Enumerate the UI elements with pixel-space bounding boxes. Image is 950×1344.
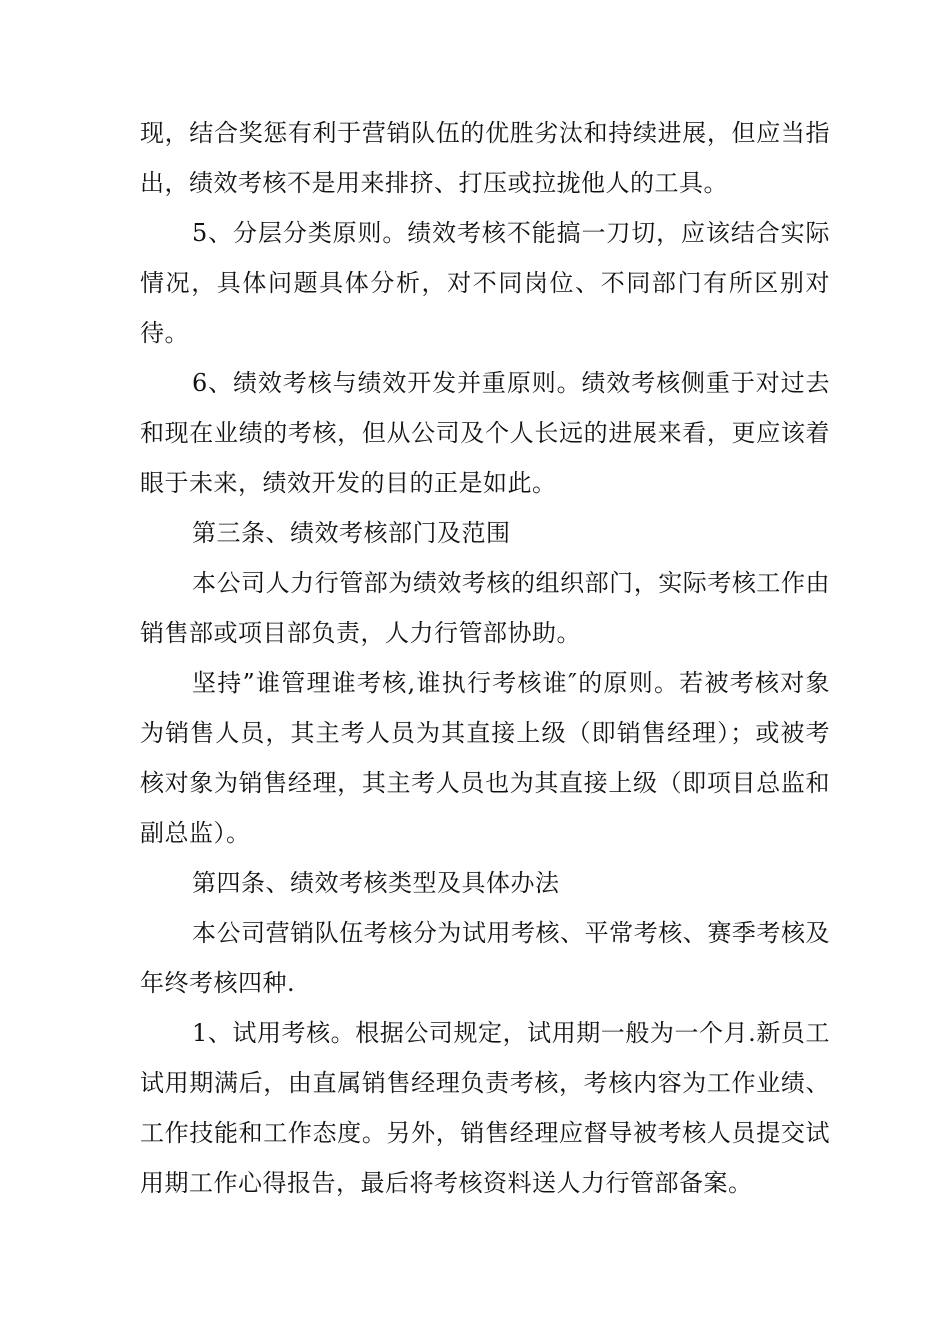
paragraph-continuation: 现，结合奖惩有利于营销队伍的优胜劣汰和持续进展，但应当指出，绩效考核不是用来排挤、打压或拉拢他人的工具。 — [140, 119, 830, 197]
paragraph-organizing-department: 本公司人力行管部为绩效考核的组织部门，实际考核工作由销售部或项目部负责，人力行管部协助。 — [140, 569, 830, 647]
document-page — [140, 108, 830, 1208]
paragraph-assessor-principle: 坚持”谁管理谁考核,谁执行考核谁″的原则。若被考核对象为销售人员，其主考人员为其直接上级（即销售经理）；或被考核对象为销售经理，其主考人员也为其直接上级（即项目总监和副总监）。 — [140, 669, 830, 847]
paragraph-probation-assessment: 1、试用考核。根据公司规定，试用期一般为一个月.新员工试用期满后，由直属销售经理负责考核，考核内容为工作业绩、工作技能和工作态度。另外，销售经理应督导被考核人员提交试用期工作心得报告，最后将考核资料送人力行管部备案。 — [140, 1019, 830, 1197]
paragraph-principle-6: 6、绩效考核与绩效开发并重原则。绩效考核侧重于对过去和现在业绩的考核，但从公司及个人长远的进展来看，更应该着眼于未来，绩效开发的目的正是如此。 — [140, 369, 830, 497]
article-3-heading: 第三条、绩效考核部门及范围 — [192, 519, 511, 547]
paragraph-principle-5: 5、分层分类原则。绩效考核不能搞一刀切，应该结合实际情况，具体问题具体分析，对不同岗位、不同部门有所区别对待。 — [140, 219, 830, 347]
article-4-heading: 第四条、绩效考核类型及具体办法 — [192, 869, 560, 897]
paragraph-assessment-types: 本公司营销队伍考核分为试用考核、平常考核、赛季考核及年终考核四种. — [140, 919, 830, 997]
